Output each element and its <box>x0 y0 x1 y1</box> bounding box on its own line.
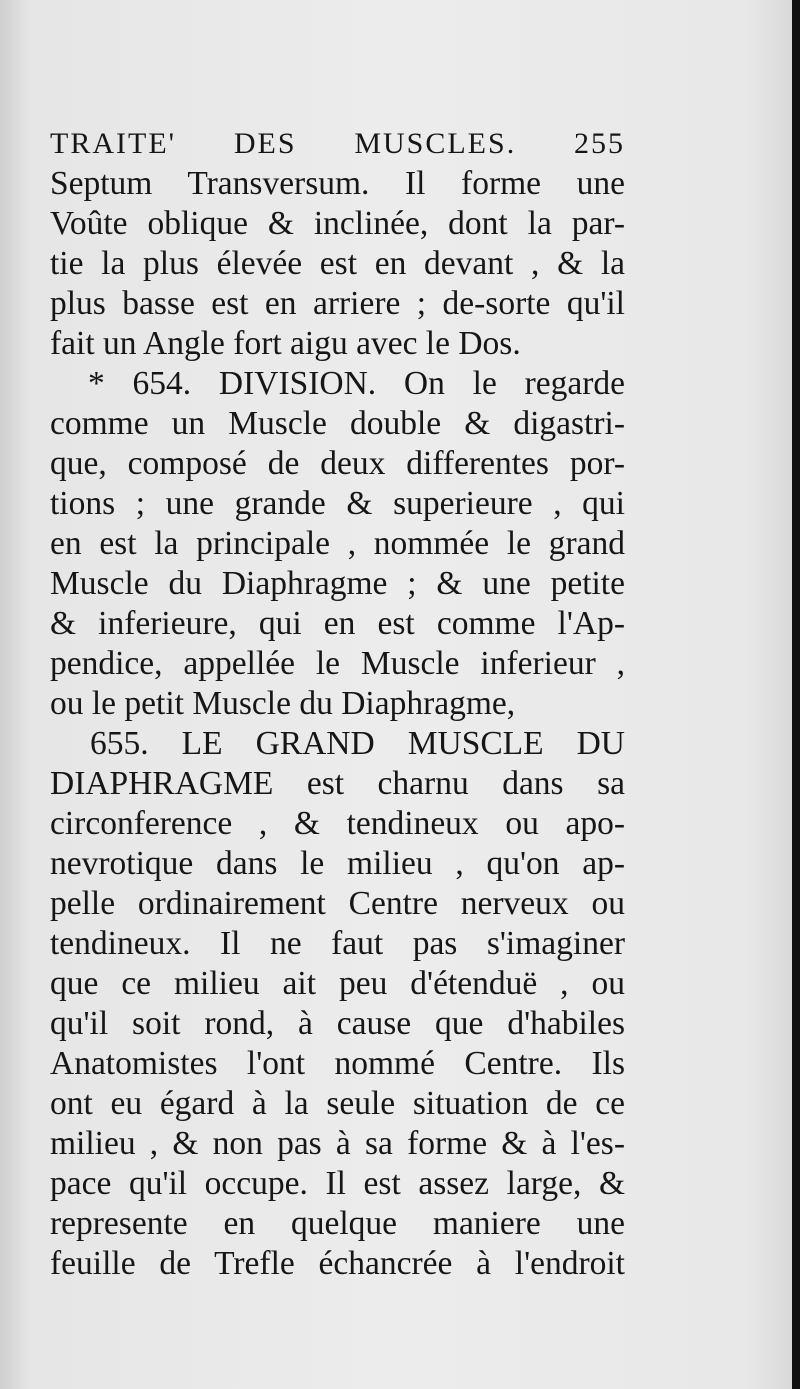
text-line: 655. LE GRAND MUSCLE DU <box>90 725 625 762</box>
text-line: Septum Transversum. Il forme une <box>50 165 625 202</box>
text-line: en est la principale , nommée le grand <box>50 525 625 562</box>
text-line: pelle ordinairement Centre nerveux ou <box>50 885 625 922</box>
text-line: Muscle du Diaphragme ; & une petite <box>50 565 625 602</box>
text-line: feuille de Trefle échancrée à l'endroit <box>50 1245 625 1282</box>
text-line: circonference , & tendineux ou apo- <box>50 805 625 842</box>
text-line: tendineux. Il ne faut pas s'imaginer <box>50 925 625 962</box>
text-line: milieu , & non pas à sa forme & à l'es- <box>50 1125 625 1162</box>
page-edge <box>792 0 800 1389</box>
text-line: ou le petit Muscle du Diaphragme, <box>50 685 516 722</box>
text-line: fait un Angle fort aigu avec le Dos. <box>50 325 521 362</box>
running-title: TRAITE' DES MUSCLES. <box>50 127 517 160</box>
text-line: & inferieure, qui en est comme l'Ap- <box>50 605 625 642</box>
text-line: tie la plus élevée est en devant , & la <box>50 245 625 282</box>
text-line: plus basse est en arriere ; de-sorte qu'il <box>50 285 625 322</box>
text-line: que ce milieu ait peu d'étenduë , ou <box>50 965 625 1002</box>
text-line: * 654. DIVISION. On le regarde <box>88 365 625 402</box>
text-line: comme un Muscle double & digastri- <box>50 405 625 442</box>
text-line: DIAPHRAGME est charnu dans sa <box>50 765 625 802</box>
running-header <box>50 124 625 164</box>
text-line: Anatomistes l'ont nommé Centre. Ils <box>50 1045 625 1082</box>
page-text-block <box>50 124 625 1284</box>
text-line: represente en quelque maniere une <box>50 1205 625 1242</box>
text-line: que, composé de deux differentes por- <box>50 445 625 482</box>
text-line: pace qu'il occupe. Il est assez large, & <box>50 1165 625 1202</box>
text-line: qu'il soit rond, à cause que d'habiles <box>50 1005 625 1042</box>
text-line: pendice, appellée le Muscle inferieur , <box>50 645 625 682</box>
text-line: Voûte oblique & inclinée, dont la par- <box>50 205 625 242</box>
text-line: nevrotique dans le milieu , qu'on ap- <box>50 845 625 882</box>
page-number: 255 <box>574 127 626 160</box>
text-line: tions ; une grande & superieure , qui <box>50 485 625 522</box>
text-line: ont eu égard à la seule situation de ce <box>50 1085 625 1122</box>
